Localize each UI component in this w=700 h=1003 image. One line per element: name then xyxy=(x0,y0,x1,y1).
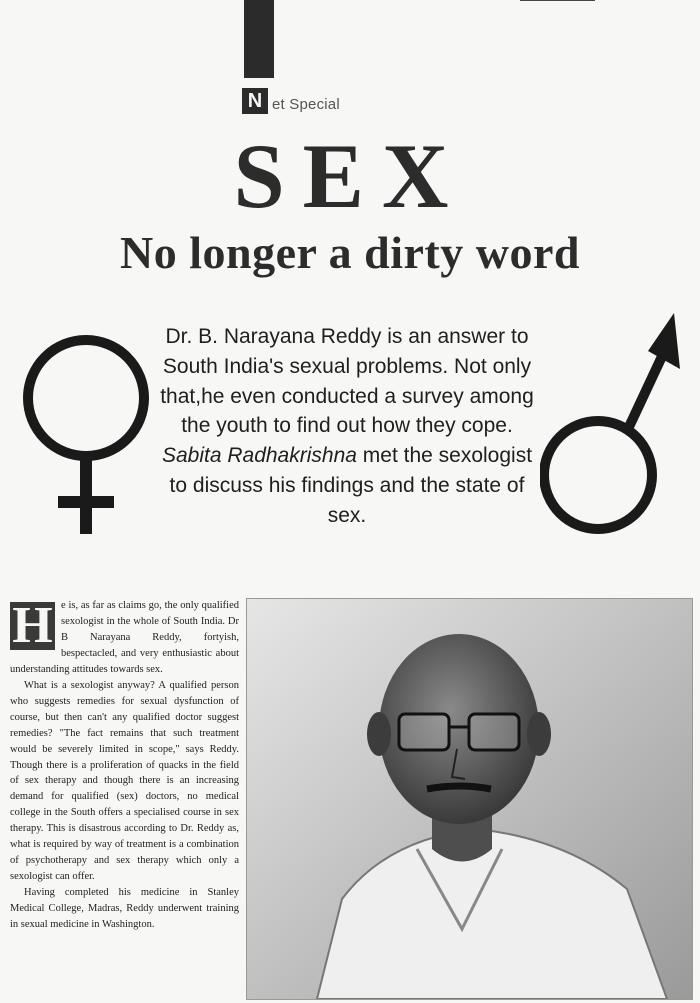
article-paragraph-2: What is a sexologist anyway? A qualified person who suggests remedies for sexual dysfunction of course, but then can't any qualified doctor suggest remedies? "The fact remains that such treatment would be severely limited in scope," says Reddy. Though there is a proliferation of quacks in the field of sex therapy and though there is an increasing demand for qualified (sex) doctors, no medical college in the South offers a specialised course in sex therapy. This is disastrous according to Dr. Reddy as, what is required by way of treatment is a combination of psychotherapy and sex therapy which only a sexologist can offer. xyxy=(10,679,239,883)
author-name: Sabita Radhakrishna xyxy=(161,444,357,468)
article-body xyxy=(10,598,239,933)
mars-symbol-icon xyxy=(540,305,700,545)
portrait-illustration xyxy=(247,599,692,999)
kicker-letter: N xyxy=(242,88,268,114)
headline: SEX xyxy=(233,125,467,227)
article-deck xyxy=(152,322,542,531)
deck-credit-text: met the sexologist to discuss his findings and the state of sex. xyxy=(169,444,533,527)
drop-cap: H xyxy=(10,602,55,650)
article-paragraph-1 xyxy=(10,598,239,678)
top-decorative-bar xyxy=(244,0,274,78)
deck-intro: Dr. B. Narayana Reddy is an answer to South India's sexual problems. Not only that,he even conducted a survey among the youth to find out how they cope. xyxy=(160,325,534,438)
section-kicker xyxy=(242,88,340,114)
venus-symbol-icon xyxy=(18,330,158,540)
paragraph-1-text: e is, as far as claims go, the only qualified sexologist in the whole of South India. Dr B Narayana Reddy, fortyish, bespectacled, and very enthusiastic about understanding attitudes towards sex. xyxy=(10,600,239,675)
top-rule xyxy=(520,0,595,1)
article-paragraph-3: Having completed his medicine in Stanley Medical College, Madras, Reddy underwent training in sexual medicine in Washington. xyxy=(10,887,239,931)
subheadline: No longer a dirty word xyxy=(120,227,580,278)
portrait-photo xyxy=(246,598,693,1000)
kicker-text: et Special xyxy=(272,95,340,113)
deck-credit xyxy=(152,441,542,530)
